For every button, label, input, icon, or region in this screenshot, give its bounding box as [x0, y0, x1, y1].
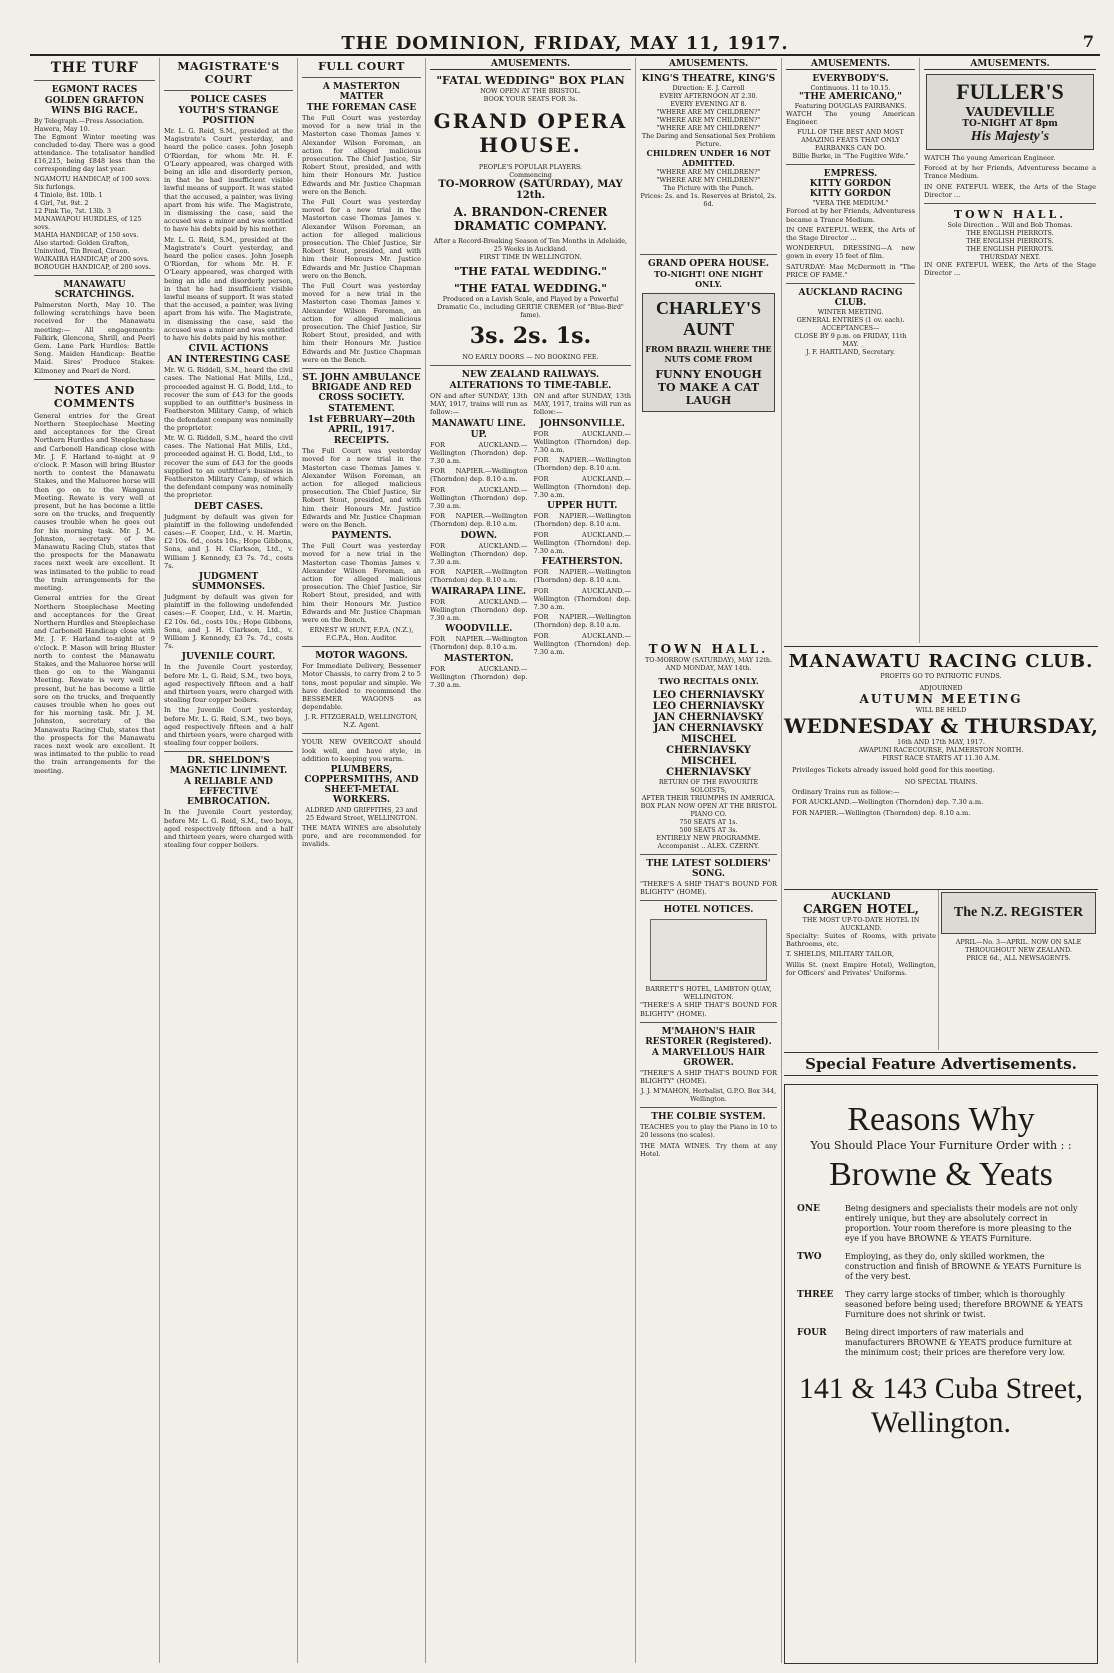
- playing-text: IN ONE FATEFUL WEEK, the Arts of the Stage Director ...: [786, 225, 915, 243]
- daring: The Daring and Sensational Sex Problem Picture.: [641, 132, 776, 148]
- ambulance-receipts: RECEIPTS.: [333, 436, 390, 447]
- company-name: A. BRANDON-CRENER DRAMATIC COMPANY.: [453, 205, 608, 233]
- motor-signature: J. R. FITZGERALD, WELLINGTON, N.Z. Agent.: [305, 713, 418, 730]
- seats-2: 500 SEATS AT 3s.: [679, 826, 738, 834]
- reasons-address: 141 & 143 Cuba Street,: [798, 1372, 1084, 1405]
- tomorrow: TO-MORROW (SATURDAY), MAY 12th.: [438, 179, 623, 201]
- where-children: "WHERE ARE MY CHILDREN?": [656, 168, 761, 176]
- cargen-register-block: [784, 890, 1098, 1050]
- amusements-header: AMUSEMENTS.: [924, 59, 1096, 70]
- subhead-golden: GOLDEN GRAFTON WINS BIG RACE.: [44, 96, 145, 116]
- mata-text: THE MATA WINES. Try them at any Hotel.: [640, 1141, 777, 1158]
- scratchings-text: Palmerston North, May 10. The following scratchings have been received for the Manawatu meeting:— All engagements: Falkirk, Glencona, Shrill, and Peerl Gem. Lane Park Hurdles: Battle Song. Maiden Handicap: Beattie Maid. Sires' Produce Stakes: Kilmoney and Pearl de Nord.: [34, 301, 155, 375]
- subhead-juvenile: JUVENILE COURT.: [181, 652, 276, 663]
- divider: [164, 751, 293, 752]
- section-title-full-court: FULL COURT: [318, 60, 405, 73]
- reasons-city: Wellington.: [870, 1406, 1012, 1439]
- opera-house: GRAND OPERA HOUSE.: [647, 259, 770, 269]
- his-majestys: His Majesty's: [970, 129, 1050, 144]
- box-open: NOW OPEN AT THE BRISTOL.: [480, 87, 581, 95]
- result-line: Also started: Golden Grafton, Uninvited, Tin Bread, Ciraon.: [34, 239, 130, 255]
- divider: [430, 365, 631, 366]
- wines-text: THE MATA WINES are absolutely pure, and are recommended for invalids.: [302, 823, 421, 849]
- railways-text: ON and after SUNDAY, 13th MAY, 1917, trains will run as follow:—: [430, 392, 528, 417]
- hair-grower: A MARVELLOUS HAIR GROWER.: [651, 1047, 766, 1068]
- full-feats: FULL OF THE BEST AND MOST AMAZING FEATS THAT ONLY FAIRBANKS CAN DO.: [797, 128, 904, 153]
- result-line: BOROUGH HANDICAP, of 200 sovs.: [34, 263, 151, 271]
- watch-text: WATCH The young American Engineer.: [786, 110, 915, 127]
- ad-title-liniment: DR. SHELDON'S MAGNETIC LINIMENT.: [169, 756, 288, 777]
- town-hall-sat: TO-MORROW (SATURDAY), MAY 12th.: [645, 656, 772, 664]
- shields-body: Willis St. (next Empire Hotel), Wellington, for Officers' and Privates' Uniforms.: [786, 960, 936, 977]
- article-text: In the Juvenile Court yesterday, before Mr. L. G. Reid, S.M., two boys, aged respectively fifteen and a half and thirteen years, were charged with stealing four copper boilers.: [164, 663, 293, 705]
- kings-evening: EVERY EVENING AT 8.: [670, 100, 747, 108]
- wairarapa-line: WAIRARAPA LINE.: [431, 586, 527, 597]
- box-book: BOOK YOUR SEATS FOR 3s.: [483, 95, 578, 103]
- mischel: MISCHEL CHERNIAVSKY: [666, 734, 751, 756]
- blighty-text: "THERE'S A SHIP THAT'S BOUND FOR BLIGHTY" (HOME).: [640, 880, 777, 897]
- railways-col-a: [430, 392, 528, 691]
- result-line: 4 Girl, 7st. 9st. 2: [34, 199, 89, 207]
- column-amusements-1: [426, 58, 636, 1663]
- recitals: TWO RECITALS ONLY.: [658, 676, 759, 686]
- kings-prices: Prices: 2s. and 1s. Reserves at Bristol, 2s. 6d.: [640, 192, 777, 208]
- article-text: The Full Court was yesterday moved for a new trial in the Masterton case Thomas James v. Alexander Wilson Foreman, an action for alleged malicious prosecution. The Chief Justice, Sir Robert Stout, presided, and with him their Honours Mr. Justice Edwards and Mr. Justice Chapman were on the Bench.: [302, 447, 421, 529]
- produced: Produced on a Lavish Scale, and Played by a Powerful Dramatic Co., including GERTIE CREMER (of "Blue-Bird" fame).: [437, 295, 624, 319]
- reason-text: Employing, as they do, only skilled workmen, the construction and finish of BROWNE & YEATS Furniture is of the very best.: [845, 1252, 1082, 1281]
- vera-medium: "VERA THE MEDIUM.": [812, 199, 889, 208]
- reason-item: [797, 1328, 1085, 1358]
- register-issue: APRIL—No. 3—APRIL. NOW ON SALE THROUGHOUT NEW ZEALAND.: [955, 938, 1082, 954]
- article-text: Mr. L. G. Reid, S.M., presided at the Magistrate's Court yesterday, and heard the police cases. John Joseph O'Riordan, for whom Mr. H. F. O'Leary appeared, was charged with being an idle and disorderly person, in that he had insufficient visible lawful means of support. It was stated that the accused, a painter, was living apart from his wife. The Magistrate, in dismissing the case, said the accused was a minor and was entitled to have his debts paid by his mother.: [164, 127, 293, 234]
- fullers-title: FULLER'S: [956, 79, 1064, 104]
- divider: [302, 368, 421, 369]
- section-title-turf: THE TURF: [50, 60, 139, 76]
- one-night: TO-NIGHT! ONE NIGHT ONLY.: [654, 269, 763, 289]
- box-plan: BOX PLAN NOW OPEN AT THE BRISTOL PIANO CO.: [640, 802, 777, 818]
- auckland-train: FOR AUCKLAND.—Wellington (Thorndon) dep. 7.30 a.m.: [533, 429, 631, 455]
- acceptances: ACCEPTANCES—: [821, 324, 880, 333]
- where-children: "WHERE ARE MY CHILDREN?": [656, 108, 761, 116]
- subhead-youth: YOUTH'S STRANGE POSITION: [178, 106, 279, 126]
- reason-item: [797, 1204, 1085, 1244]
- featherston: FEATHERSTON.: [541, 557, 623, 568]
- amusements-header: AMUSEMENTS.: [786, 59, 915, 70]
- napier-train: FOR NAPIER.—Wellington (Thorndon) dep. 8.10 a.m.: [533, 512, 631, 529]
- town-hall-mon: AND MONDAY, MAY 14th.: [665, 664, 752, 672]
- the-punch: The Picture with the Punch.: [663, 184, 754, 192]
- soldiers-song: THE LATEST SOLDIERS' SONG.: [646, 859, 771, 879]
- billie: Billie Burke, in "The Fugitive Wife.": [792, 152, 909, 161]
- article-text: Judgment by default was given for plaintiff in the following undefended cases:—F. Cooper, Ltd., v. H. Martin, £2 10s. 6d., costs 10s.; Hope Gibbons, Sons, and J. H. Clarkson, Ltd., v. William J. Kennedy, £3 7s. 7d., costs 7s.: [164, 512, 293, 570]
- children-not-admitted: CHILDREN UNDER 16 NOT ADMITTED.: [646, 148, 771, 168]
- barretts-hotel-image: [650, 919, 767, 981]
- manawatu-trains: NO SPECIAL TRAINS.: [904, 778, 978, 787]
- auckland-train: FOR AUCKLAND.—Wellington (Thorndon) dep. 7.30 a.m.: [533, 631, 631, 657]
- vaudeville: VAUDEVILLE: [965, 105, 1055, 119]
- special-feature: [784, 1052, 1098, 1076]
- manawatu-trainbody-2: FOR AUCKLAND.—Wellington (Thorndon) dep. 7.30 a.m.: [792, 798, 984, 807]
- manawatu-autumn: AUTUMN MEETING: [859, 692, 1023, 706]
- special-feature-title: Special Feature Advertisements.: [805, 1055, 1077, 1073]
- railways-text: ON and after SUNDAY, 13th MAY, 1917, trains will run as follow:—: [533, 392, 631, 417]
- ambulance-title: ST. JOHN AMBULANCE BRIGADE AND RED CROSS SOCIETY.: [302, 373, 421, 404]
- popular-players: PEOPLE'S POPULAR PLAYERS.: [478, 163, 583, 171]
- divider: [640, 1022, 777, 1023]
- manawatu-days: WEDNESDAY & THURSDAY,: [784, 714, 1098, 738]
- manawatu-trainbody-3: FOR NAPIER.—Wellington (Thorndon) dep. 8.10 a.m.: [792, 808, 971, 817]
- winter-meeting: WINTER MEETING.: [817, 308, 884, 317]
- napier-train: FOR NAPIER.—Wellington (Thorndon) dep. 8.10 a.m.: [533, 568, 631, 585]
- reason-number: FOUR: [797, 1328, 827, 1338]
- column-town-hall: [636, 642, 782, 1663]
- divider: [786, 283, 915, 284]
- fullers-text: WATCH The young American Engineer.: [924, 154, 1056, 162]
- shields-title: T. SHIELDS, MILITARY TAILOR,: [786, 950, 895, 959]
- barretts-text: "THERE'S A SHIP THAT'S BOUND FOR BLIGHTY" (HOME).: [640, 1001, 777, 1018]
- divider: [164, 90, 293, 91]
- result-line: The Egmont Winter meeting was concluded to-day. There was a good attendance. The totalisator handled £16,215, being £848 less than the corresponding day last year.: [34, 133, 155, 173]
- ambulance-dates: 1st FEBRUARY—20th APRIL, 1917.: [307, 415, 416, 436]
- subhead-judgment: JUDGMENT SUMMONSES.: [191, 571, 265, 592]
- subhead-police: POLICE CASES: [190, 95, 267, 105]
- result-line: NGAMOTU HANDICAP, of 100 sovs. Six furlongs.: [34, 175, 152, 191]
- thursday: THURSDAY NEXT.: [979, 253, 1041, 262]
- reason-number: TWO: [797, 1252, 822, 1262]
- overcoat-text: YOUR NEW OVERCOAT should look well, and have style, in addition to keeping you warm.: [302, 738, 421, 763]
- article-text: The Full Court was yesterday moved for a new trial in the Masterton case Thomas James v. Alexander Wilson Foreman, an action for alleged malicious prosecution. The Chief Justice, Sir Robert Stout, presided, and with him their Honours Mr. Justice Edwards and Mr. Justice Chapman were on the Bench.: [302, 542, 421, 624]
- reason-item: [797, 1290, 1085, 1320]
- column-magistrate: [160, 58, 298, 1663]
- result-line: 12 Pink Tie, 7st. 13lb. 3: [34, 207, 112, 215]
- article-text: Mr. W. G. Riddell, S.M., heard the civil cases. The National Hat Mills, Ltd., proceeded against H. G. Bodd, Ltd., to recover the sum of £43 for the goods supplied to an outfitter's business in Featherston Military Camp, of which the defendant company was nominally the proprietor.: [164, 433, 293, 500]
- seats-1: 750 SEATS AT 1s.: [679, 818, 738, 826]
- subhead-foreman: THE FOREMAN CASE: [306, 103, 417, 113]
- column-amusements-3: [782, 58, 920, 643]
- auckland-train: FOR AUCKLAND.—Wellington (Thorndon) dep. 7.30 a.m.: [533, 474, 631, 500]
- napier-train: FOR NAPIER.—Wellington (Thorndon) dep. 8.10 a.m.: [533, 456, 631, 473]
- barretts-hotel: BARRETT'S HOTEL, LAMBTON QUAY, WELLINGTON.: [645, 985, 772, 1002]
- leo: LEO CHERNIAVSKY: [652, 690, 765, 701]
- manawatu-dates: 16th AND 17th MAY, 1917.: [897, 738, 985, 746]
- article-text: The Full Court was yesterday moved for a new trial in the Masterton case Thomas James v. Alexander Wilson Foreman, an action for alleged malicious prosecution. The Chief Justice, Sir Robert Stout, presided, and with him their Honours Mr. Justice Edwards and Mr. Justice Chapman were on the Bench.: [302, 114, 421, 196]
- section-title-magistrate: MAGISTRATE'S COURT: [177, 60, 280, 86]
- article-text: Mr. W. G. Riddell, S.M., heard the civil cases. The National Hat Mills, Ltd., proceeded against H. G. Bodd, Ltd., to recover the sum of £43 for the goods supplied to an outfitter's business in Featherston Military Camp, of which the defendant company was nominally the proprietor.: [164, 366, 293, 432]
- featuring: Featuring DOUGLAS FAIRBANKS.: [794, 102, 907, 110]
- fatal-wedding-2: "THE FATAL WEDDING.": [454, 282, 607, 295]
- forced-text: Forced at by her Friends, Adventuress became a Trance Medium.: [786, 207, 915, 224]
- nz-register: [939, 890, 1098, 1050]
- railways-col-b: [534, 392, 632, 691]
- divider: [640, 1107, 777, 1108]
- new-programme: ENTIRELY NEW PROGRAMME.: [656, 834, 761, 842]
- article-text: The Full Court was yesterday moved for a new trial in the Masterton case Thomas James v. Alexander Wilson Foreman, an action for alleged malicious prosecution. The Chief Justice, Sir Robert Stout, presided, and with him their Honours Mr. Justice Edwards and Mr. Justice Chapman were on the Bench.: [302, 282, 421, 364]
- auckland-train: FOR AUCKLAND.—Wellington (Thorndon) dep. 7.30 a.m.: [430, 664, 528, 690]
- charleys-aunt-poster: [642, 293, 775, 412]
- result-line: MANAWAPOU HURDLES, of 125 sovs.: [34, 215, 142, 231]
- mmahon-signature: J. J. M'MAHON, Herbalist, G.P.O. Box 344, Wellington.: [640, 1087, 777, 1104]
- after-season: After a Record-Breaking Season of Ten Months in Adelaide, 25 Weeks in Auckland.: [433, 237, 628, 253]
- mischel-2: MISCHEL CHERNIAVSKY: [666, 756, 751, 778]
- result-line: WAIKAIRA HANDICAP, of 200 sovs.: [34, 255, 150, 263]
- no-booking: NO EARLY DOORS — NO BOOKING FEE.: [462, 353, 599, 361]
- colbie-text: TEACHES you to play the Piano in 10 to 20 lessons (no scales).: [640, 1123, 777, 1140]
- section-title-notes: NOTES AND COMMENTS: [53, 383, 136, 410]
- article-text: Judgment by default was given for plaintiff in the following undefended cases:—F. Cooper, Ltd., v. H. Martin, £2 10s. 6d., costs 10s.; Hope Gibbons, Sons, and J. H. Clarkson, Ltd., v. William J. Kennedy, £3 7s. 7d., costs 7s.: [164, 592, 293, 651]
- divider: [640, 254, 777, 255]
- reasons-why-ad: [784, 1084, 1098, 1664]
- kitty-gordon: KITTY GORDON: [809, 179, 892, 190]
- commencing: Commencing: [509, 171, 552, 179]
- everybodys: EVERYBODY'S.: [812, 74, 889, 84]
- napier-train: FOR NAPIER.—Wellington (Thorndon) dep. 8.10 a.m.: [533, 613, 631, 630]
- page-number: 7: [1082, 32, 1094, 51]
- ad-text: In the Juvenile Court yesterday, before Mr. L. G. Reid, S.M., two boys, aged respectively fifteen and a half and thirteen years, were charged with stealing four copper boilers.: [164, 808, 293, 850]
- charleys-aunt-funny: FUNNY ENOUGH TO MAKE A CAT LAUGH: [655, 368, 762, 407]
- divider: [34, 275, 155, 276]
- leo-2: LEO CHERNIAVSKY: [652, 701, 765, 712]
- result-line: By Telegraph.—Press Association.: [34, 117, 145, 125]
- cargen-desc: THE MOST UP-TO-DATE HOTEL IN AUCKLAND.: [802, 916, 920, 932]
- notes-text: General entries for the Great Northern Steeplechase Meeting and acceptances for the Great Northern Hurdles and Steeplechase and Carbonell Handicap close with Mr. J. F. Harland to-night at 9 o'clock. P. Mason will bring Bluster north to contest the Manawatu Stakes, and the Maluoree horse will then go on to the Wanganui Meeting. Rewate is very well at present, but he has become a little sore on the trucks, and frequently causes trouble when he goes out for his morning task. Mr. J. M. Johnston, secretary of the Manawatu Racing Club, states that the prospects for the Manawatu races next week are excellent. It was intimated to the public to read the train arrangements for the meeting.: [34, 594, 155, 775]
- general-entries: GENERAL ENTRIES (1 ov. each).: [796, 316, 905, 325]
- auckland-train: FOR AUCKLAND.—Wellington (Thorndon) dep. 7.30 a.m.: [430, 485, 528, 511]
- reason-item: [797, 1252, 1085, 1282]
- reason-number: THREE: [797, 1290, 834, 1300]
- reason-text: They carry large stocks of timber, which is thoroughly seasoned before being used; therefore BROWNE & YEATS Furniture does not shrink or twist.: [845, 1290, 1083, 1319]
- ambulance-payments: PAYMENTS.: [331, 531, 392, 542]
- subhead-egmont: EGMONT RACES: [51, 85, 138, 95]
- down-label: DOWN.: [460, 530, 498, 541]
- cargen-hotel: [784, 890, 939, 1050]
- fatal-box-plan: "FATAL WEDDING" BOX PLAN: [436, 74, 625, 87]
- napier-train: FOR NAPIER.—Wellington (Thorndon) dep. 8.10 a.m.: [430, 635, 528, 652]
- manawatu-first: FIRST RACE STARTS AT 11.30 A.M.: [882, 754, 1000, 762]
- divider: [34, 80, 155, 81]
- kitty-gordon-2: KITTY GORDON: [809, 189, 892, 200]
- manawatu-ad: [784, 646, 1098, 890]
- colbie-system: THE COLBIE SYSTEM.: [651, 1112, 766, 1123]
- result-line: MAHIA HANDICAP, of 150 sovs.: [34, 231, 139, 239]
- continuous: Continuous. 11 to 10.15.: [810, 84, 891, 92]
- manawatu-adjourned: ADJOURNED: [919, 684, 963, 692]
- kings-director: Direction: E. J. Carroll: [672, 84, 745, 92]
- grand-opera-title: GRAND OPERA HOUSE.: [433, 109, 628, 157]
- empress: EMPRESS.: [823, 169, 878, 180]
- auckland-train: FOR AUCKLAND.—Wellington (Thorndon) dep. 7.30 a.m.: [533, 530, 631, 556]
- accompanist: Accompanist .. ALEX. CZERNY.: [657, 842, 760, 850]
- tonight: TO-NIGHT AT 8pm: [962, 119, 1058, 129]
- manawatu-priv: Privileges Tickets already issued hold good for this meeting.: [792, 766, 995, 774]
- ambulance-signature: ERNEST W. HUNT, F.P.A. (N.Z.), F.C.P.A., Hon. Auditor.: [309, 626, 414, 643]
- reason-number: ONE: [797, 1204, 820, 1214]
- first-time: FIRST TIME IN WELLINGTON.: [479, 253, 582, 261]
- cargen-body: Specialty: Suites of Rooms, with private Bathrooms, etc.: [786, 932, 936, 949]
- manawatu-will: WILL BE HELD: [915, 706, 967, 714]
- where-children: "WHERE ARE MY CHILDREN?": [656, 124, 761, 132]
- town-hall: TOWN HALL.: [648, 642, 769, 656]
- plumbers-title: PLUMBERS, COPPERSMITHS, AND SHEET-METAL WORKERS.: [304, 764, 419, 805]
- auckland-train: FOR AUCKLAND.—Wellington (Thorndon) dep. 7.30 a.m.: [430, 597, 528, 623]
- reasons-title: Reasons Why: [847, 1101, 1035, 1138]
- manawatu-trainbody: Ordinary Trains run as follow:—: [792, 788, 900, 797]
- result-line: Hawera, May 10.: [34, 125, 90, 133]
- divider: [640, 900, 777, 901]
- kings-theatre: KING'S THEATRE, KING'S: [641, 74, 776, 84]
- divider: [34, 379, 155, 380]
- masthead: [30, 32, 1100, 56]
- up-label: UP.: [470, 429, 487, 440]
- pierrots: THE ENGLISH PIERROTS.: [966, 229, 1054, 238]
- masterton: MASTERTON.: [443, 653, 514, 664]
- article-text: In the Juvenile Court yesterday, before Mr. L. G. Reid, S.M., two boys, aged respectively fifteen and a half and thirteen years, were charged with stealing four copper boilers.: [164, 706, 293, 748]
- auckland-train: FOR AUCKLAND.—Wellington (Thorndon) dep. 7.30 a.m.: [430, 541, 528, 567]
- amusements-header: AMUSEMENTS.: [430, 59, 631, 70]
- after-triumphs: AFTER THEIR TRIUMPHS IN AMERICA.: [641, 794, 776, 802]
- hair-restorer: M'MAHON'S HAIR RESTORER (Registered).: [645, 1026, 772, 1047]
- article-text: The Full Court was yesterday moved for a new trial in the Masterton case Thomas James v. Alexander Wilson Foreman, an action for alleged malicious prosecution. The Chief Justice, Sir Robert Stout, presided, and with him their Honours Mr. Justice Edwards and Mr. Justice Chapman were on the Bench.: [302, 198, 421, 280]
- reasons-brand: Browne & Yeats: [829, 1156, 1053, 1193]
- fullers-text: Forced at by her Friends, Adventuress became a Trance Medium.: [924, 164, 1096, 181]
- subhead-masterton: A MASTERTON MATTER: [322, 82, 401, 102]
- divider: [302, 733, 421, 734]
- jan-2: JAN CHERNIAVSKY: [653, 723, 764, 734]
- subhead-interesting: AN INTERESTING CASE: [167, 355, 290, 366]
- pierrots-3: THE ENGLISH PIERROTS.: [966, 245, 1054, 254]
- manawatu-course: AWAPUNI RACECOURSE, PALMERSTON NORTH.: [858, 746, 1024, 754]
- fullers-banner: [926, 74, 1094, 150]
- subhead-civil: CIVIL ACTIONS: [188, 344, 269, 355]
- article-text: Mr. L. G. Reid, S.M., presided at the Magistrate's Court yesterday, and heard the police cases. John Joseph O'Riordan, for whom Mr. H. F. O'Leary appeared, was charged with being an idle and disorderly person, in that he had insufficient visible lawful means of support. It was stated that the accused, a painter, was living apart from his wife. The Magistrate, in dismissing the case, said the accused was a minor and was entitled to have his debts paid by his mother.: [164, 235, 293, 343]
- pierrots-2: THE ENGLISH PIERROTS.: [966, 237, 1054, 246]
- column-full-court: [298, 58, 426, 1663]
- divider: [786, 164, 915, 165]
- reasons-sub: You Should Place Your Furniture Order with : :: [810, 1139, 1072, 1152]
- divider: [302, 646, 421, 647]
- auckland-racing: AUCKLAND RACING CLUB.: [798, 288, 903, 309]
- charleys-aunt-title: CHARLEY'S AUNT: [655, 298, 762, 339]
- divider: [302, 77, 421, 78]
- cargen-row: [784, 890, 1098, 1050]
- napier-train: FOR NAPIER.—Wellington (Thorndon) dep. 8.10 a.m.: [430, 467, 528, 484]
- where-children: "WHERE ARE MY CHILDREN?": [656, 176, 761, 184]
- divider: [640, 854, 777, 855]
- jan: JAN CHERNIAVSKY: [653, 712, 764, 723]
- americano: "THE AMERICANO,": [799, 92, 902, 102]
- pierrots-text: IN ONE FATEFUL WEEK, the Arts of the Stage Director ...: [924, 261, 1096, 278]
- restorer-text: "THERE'S A SHIP THAT'S BOUND FOR BLIGHTY" (HOME).: [640, 1068, 777, 1086]
- auckland-train: FOR AUCKLAND.—Wellington (Thorndon) dep. 7.30 a.m.: [533, 586, 631, 612]
- aldred-text: ALDRED AND GRIFFITHS, 23 and 25 Edward Street, WELLINGTON.: [305, 805, 418, 822]
- johnsonville: JOHNSONVILLE.: [539, 418, 625, 429]
- dressing-text: WONDERFUL DRESSING—A new gown in every 15 feet of film.: [786, 244, 915, 261]
- register-logo: The N.Z. REGISTER: [941, 892, 1096, 934]
- divider: [924, 203, 1096, 204]
- fatal-wedding: "THE FATAL WEDDING.": [454, 265, 607, 278]
- upper-hutt: UPPER HUTT.: [547, 501, 618, 512]
- manawatu-line: MANAWATU LINE.: [431, 418, 526, 429]
- motor-text: For Immediate Delivery, Bessemer Motor Chassis, to carry from 2 to 5 tons, most popular and simple. We have decided to recommend the BESSEMER WAGONS as dependable.: [302, 662, 421, 712]
- prices: 3s. 2s. 1s.: [469, 323, 592, 349]
- ad-subtitle-liniment: A RELIABLE AND EFFECTIVE EMBROCATION.: [184, 777, 273, 808]
- column-charley: [636, 250, 782, 643]
- race-results: [34, 117, 155, 271]
- manawatu-profits: PROFITS GO TO PATRIOTIC FUNDS.: [880, 672, 1002, 680]
- railways-title: NEW ZEALAND RAILWAYS.: [461, 370, 600, 380]
- register-price: PRICE 6d., ALL NEWSAGENTS.: [966, 954, 1071, 962]
- saturday-text: SATURDAY: Mae McDermott in "The PRICE OF FAME.": [786, 262, 915, 279]
- ambulance-statement: STATEMENT.: [328, 404, 395, 415]
- reason-text: Being direct importers of raw materials and manufacturers BROWNE & YEATS produce furniture at the minimum cost; their prices are therefore very low.: [845, 1328, 1072, 1357]
- subhead-debt: DEBT CASES.: [194, 501, 263, 512]
- masthead-title: THE DOMINION, FRIDAY, MAY 11, 1917.: [341, 32, 789, 54]
- railways-alter: ALTERATIONS TO TIME-TABLE.: [449, 381, 612, 391]
- napier-train: FOR NAPIER.—Wellington (Thorndon) dep. 8.10 a.m.: [430, 568, 528, 585]
- hartland: J. F. HARTLAND, Secretary.: [806, 348, 895, 357]
- subhead-scratchings: MANAWATU SCRATCHINGS.: [54, 280, 135, 300]
- amusements-header: AMUSEMENTS.: [640, 59, 777, 70]
- reason-text: Being designers and specialists their models are not only entirely unique, but they are absolutely correct in proportion. Your room therefore is more pleasing to the eye if you have BROWNE & YEATS Furniture.: [845, 1204, 1078, 1243]
- motor-title: MOTOR WAGONS.: [315, 651, 408, 662]
- charleys-aunt-tagline: FROM BRAZIL WHERE THE NUTS COME FROM: [645, 344, 772, 364]
- manawatu-title: MANAWATU RACING CLUB.: [788, 651, 1094, 672]
- notes-text: General entries for the Great Northern Steeplechase Meeting and acceptances for the Great Northern Hurdles and Steeplechase and Carbonell Handicap close with Mr. J. F. Harland to-night at 9 o'clock. P. Mason will bring Bluster north to contest the Manawatu Stakes, and the Maluoree horse will then go on to the Wanganui Meeting. Rewate is very well at present, but he has become a little sore on the trucks, and frequently causes trouble when he goes out for his morning task. Mr. J. M. Johnston, secretary of the Manawatu Racing Club, states that the prospects for the Manawatu races next week are excellent. It was intimated to the public to read the train arrangements for the meeting.: [34, 411, 155, 593]
- cargen-name: CARGEN HOTEL,: [803, 902, 919, 916]
- where-children: "WHERE ARE MY CHILDREN?": [656, 116, 761, 124]
- woodville: WOODVILLE.: [445, 624, 513, 635]
- hotel-notices: HOTEL NOTICES.: [663, 905, 754, 916]
- napier-train: FOR NAPIER.—Wellington (Thorndon) dep. 8.10 a.m.: [430, 512, 528, 529]
- railways-columns: [430, 392, 631, 691]
- kings-afternoon: EVERY AFTERNOON AT 2.30.: [659, 92, 758, 100]
- return: RETURN OF THE FAVOURITE SOLOISTS,: [658, 778, 759, 794]
- fullers-text: IN ONE FATEFUL WEEK, the Arts of the Stage Director ...: [924, 182, 1096, 199]
- auckland-train: FOR AUCKLAND.—Wellington (Thorndon) dep. 7.30 a.m.: [430, 440, 528, 466]
- close-by: CLOSE BY 9 p.m. on FRIDAY, 11th MAY.: [794, 332, 907, 349]
- result-line: 4 Tiniolo, 8st. 10lb. 1: [34, 191, 103, 199]
- cargen-auckland: AUCKLAND: [831, 892, 891, 902]
- town-hall-direction: Sole Direction .. Will and Bob Thomas.: [947, 221, 1073, 230]
- column-turf: [30, 58, 160, 1663]
- town-hall-2: TOWN HALL.: [953, 208, 1067, 222]
- column-fullers: [920, 58, 1100, 643]
